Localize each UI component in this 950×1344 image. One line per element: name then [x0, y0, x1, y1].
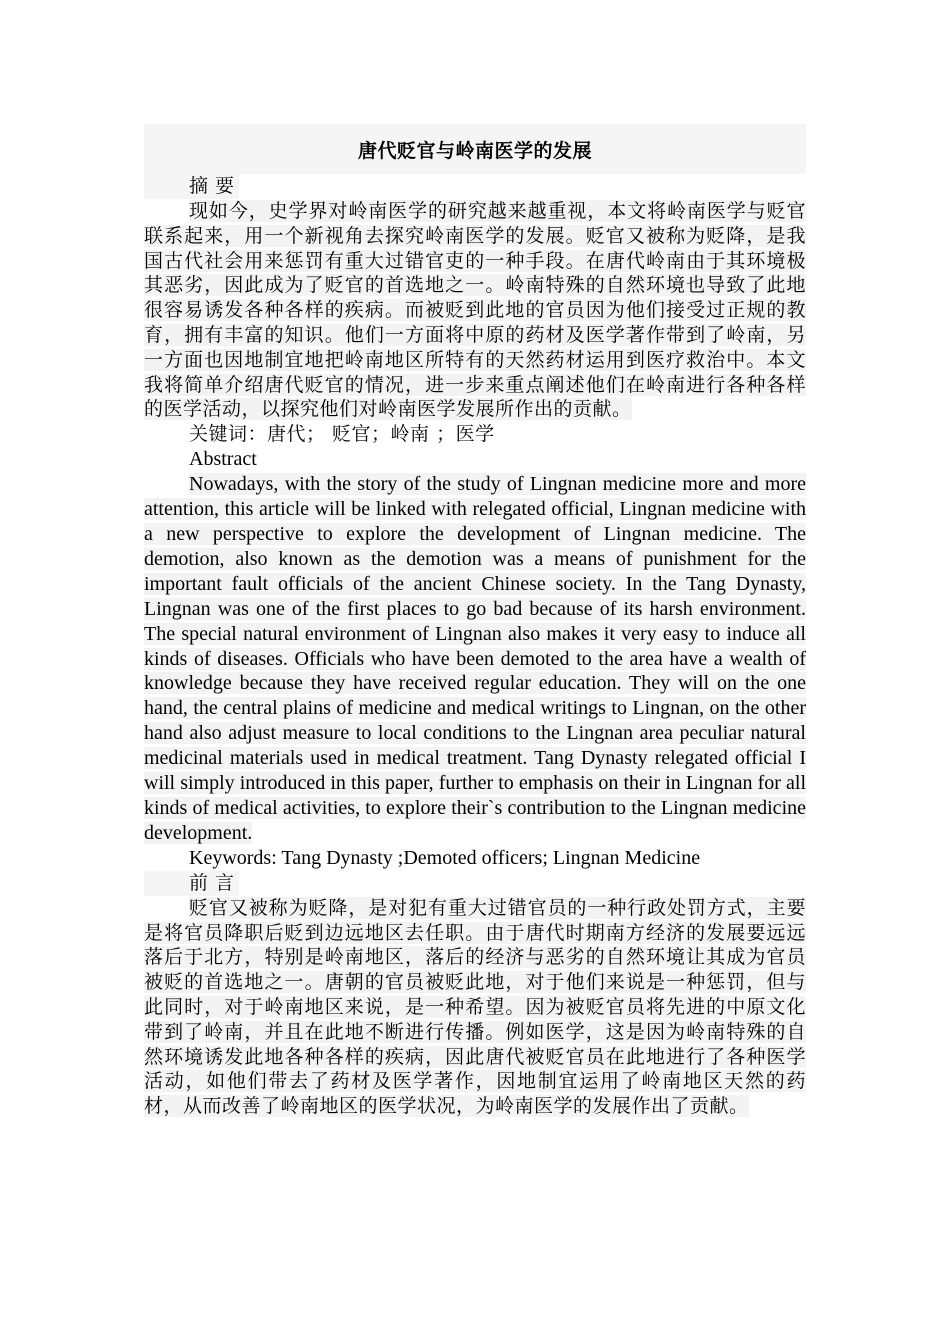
abstract-en-text: Nowadays, with the story of the study of Lingnan medicine more and more attention, this article will be linked with relegated official, Lingnan medicine with a new perspective to explore the development of Lingnan medicine. The demotion, also known as the demotion was a means of punishment for the important fault officials of the ancient Chinese society. In the Tang Dynasty, Lingnan was one of the first places to go bad because of its harsh environment. The special natural environment of Lingnan also makes it very easy to induce all kinds of diseases. Officials who have been demoted to the area have a wealth of knowledge because they have received regular education. They will on the one hand, the central plains of medicine and medical writings to Lingnan, on the other hand also adjust measure to local conditions to the Lingnan area peculiar natural medicinal materials used in medical treatment. Tang Dynasty relegated official I will simply introduced in this paper, further to emphasis on their in Lingnan for all kinds of medical activities, to explore their`s contribution to the Lingnan medicine development. [144, 473, 806, 844]
document-page [144, 124, 806, 1119]
abstract-en-keywords: Keywords: Tang Dynasty ;Demoted officers; Lingnan Medicine [189, 846, 701, 869]
abstract-en-body [144, 472, 806, 846]
preface-text: 贬官又被称为贬降，是对犯有重大过错官员的一种行政处罚方式，主要是将官员降职后贬到边远地区去任职。由于唐代时期南方经济的发展要远远落后于北方，特别是岭南地区，落后的经济与恶劣的自然环境让其成为官员被贬的首选地之一。唐朝的官员被贬此地，对于他们来说是一种惩罚，但与此同时，对于岭南地区来说，是一种希望。因为被贬官员将先进的中原文化带到了岭南，并且在此地不断进行传播。例如医学，这是因为岭南特殊的自然环境诱发此地各种各样的疾病，因此唐代被贬官员在此地进行了各种医学活动，如他们带去了药材及医学著作，因地制宜运用了岭南地区天然的药材，从而改善了岭南地区的医学状况，为岭南医学的发展作出了贡献。 [144, 896, 806, 1118]
abstract-en-heading: Abstract [189, 448, 257, 471]
abstract-cn-text: 现如今，史学界对岭南医学的研究越来越重视，本文将岭南医学与贬官联系起来，用一个新视角去探究岭南医学的发展。贬官又被称为贬降，是我国古代社会用来惩罚有重大过错官吏的一种手段。在唐代岭南由于其环境极其恶劣，因此成为了贬官的首选地之一。岭南特殊的自然环境也导致了此地很容易诱发各种各样的疾病。而被贬到此地的官员因为他们接受过正规的教育，拥有丰富的知识。他们一方面将中原的药材及医学著作带到了岭南，另一方面也因地制宜地把岭南地区所特有的天然药材运用到医疗救治中。本文我将简单介绍唐代贬官的情况，进一步来重点阐述他们在岭南进行各种各样的医学活动，以探究他们对岭南医学发展所作出的贡献。 [144, 200, 806, 421]
preface-body [144, 896, 806, 1119]
document-title: 唐代贬官与岭南医学的发展 [144, 124, 806, 174]
abstract-cn-heading: 摘 要 [144, 174, 806, 199]
abstract-cn-body [144, 199, 806, 422]
preface-heading: 前 言 [144, 871, 806, 896]
document-body [144, 174, 806, 1119]
abstract-cn-keywords: 关键词：唐代； 贬官；岭南 ；医学 [189, 423, 495, 446]
